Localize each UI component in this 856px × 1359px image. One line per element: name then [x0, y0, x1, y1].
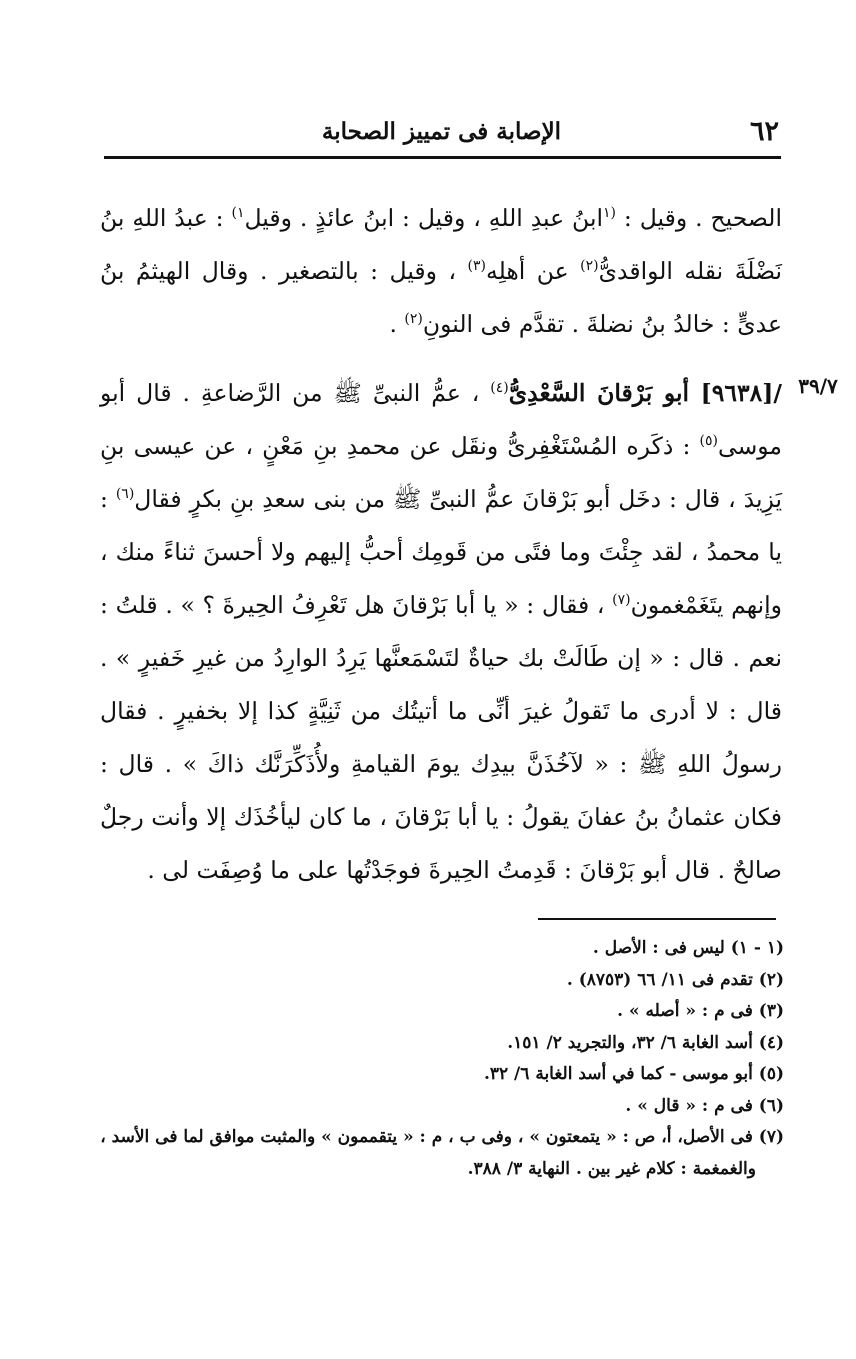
text-segment: : ذكَره المُسْتَغْفِرىُّ ونقَل عن محمدِ بنِ مَعْنٍ ، عن عيسى بنِ يَزِيدَ ، قال : دخَل أبو بَرْقانَ عمُّ النبىِّ ﷺ من بنى سعدِ بنِ بكرٍ فقال: [100, 432, 782, 513]
entry-heading: /[٩٦٣٨] أبو بَرْقانَ السَّعْدِىُّ: [508, 379, 782, 407]
text-segment: ابنُ عبدِ اللهِ ، وقيل : ابنُ عائذٍ . وقيل: [244, 204, 604, 232]
footnote-ref: (٢): [404, 311, 423, 328]
footnote-rule: [538, 918, 776, 920]
footnotes: [100, 933, 784, 1185]
running-title: الإصابة فى تمييز الصحابة: [321, 118, 562, 145]
footnote-ref: (٦): [115, 486, 135, 503]
footnote: (٣) فى م : « أصله » .: [617, 1001, 784, 1021]
entry-paragraph: [100, 367, 782, 897]
footnote: (٧) فى الأصل، أ، ص : « يتمعتون » ، وفى ب ، م : « يتقممون » والمثبت موافق لما فى الأسد ،: [100, 1127, 784, 1147]
text-segment: ، وقيل : بالتصغير . وقال الهيثمُ بنُ عدىٍّ : خالدُ بنُ نضلةَ . تقدَّم فى النونِ: [100, 257, 782, 338]
footnote-continuation: والغمغمة : كلام غير بين . النهاية ٣/ ٣٨٨.: [467, 1158, 756, 1179]
footnote-ref: (٧): [612, 592, 631, 609]
footnote-ref: ١): [231, 205, 245, 222]
text-segment: ، فقال : « يا أبا بَرْقانَ هل تَعْرِفُ الحِيرةَ ؟ » . قلتُ : نعم . قال : « إن طَالَتْ بك حياةٌ لتَسْمَعنَّها يَرِدُ الوارِدُ من غيرِ خَفيرٍ » . قال : لا أدرى ما تَقولُ غيرَ أنِّى ما أتيتُك من ثَنِيَّةٍ كذا إلا بخفيرٍ . فقال رسولُ اللهِ ﷺ : « لآخُذَنَّ بيدِك يومَ القيامةِ ولأُذَكِّرَنَّك ذاكَ » . قال : فكان عثمانُ بنُ عفانَ يقولُ : يا أبا بَرْقانَ ، ما كان ليأخُذَك إلا وأنت رجلٌ صالحٌ . قال أبو بَرْقانَ : قَدِمتُ الحِيرةَ فوجَدْتُها على ما وُصِفَت لى .: [100, 591, 782, 884]
page-header: [104, 112, 779, 156]
text-segment: ، عمُّ النبىِّ ﷺ من الرَّضاعةِ . قال أبو موسى: [100, 379, 782, 460]
footnote: (٢) تقدم فى ١١/ ٦٦ (٨٧٥٣) .: [566, 969, 784, 990]
paragraph-continuation: [100, 192, 782, 351]
footnote-ref: (٢): [580, 258, 599, 275]
text-segment: الصحيح . وقيل :: [616, 204, 782, 232]
footnote: (٦) فى م : « قال » .: [625, 1095, 784, 1116]
footnote: (٤) أسد الغابة ٦/ ٣٢، والتجريد ٢/ ١٥١.: [507, 1032, 784, 1053]
margin-reference: ٣٩/٧: [798, 374, 838, 398]
text-segment: : يا محمدُ ، لقد جِئْتَ وما فتًى من قَومِك أحبُّ إليهم ولا أحسنَ ثناءً منك ، وإنهم يتَغَمْغمون: [100, 485, 782, 619]
footnote-ref: (٤): [490, 380, 509, 397]
footnote-ref: (٣): [467, 258, 486, 275]
footnote: (١ - ١) ليس فى : الأصل .: [592, 938, 784, 958]
footnote-ref: (٥): [699, 433, 718, 450]
text-segment: : عبدُ اللهِ بنُ نَضْلَةَ نقله الواقدىُّ: [100, 204, 782, 285]
footnote-ref: (١: [603, 205, 617, 222]
page-number: ٦٢: [749, 116, 779, 147]
main-text: [100, 192, 782, 897]
text-segment: عن أهلِه: [486, 257, 581, 285]
footnote: (٥) أبو موسى - كما في أسد الغابة ٦/ ٣٢.: [483, 1064, 784, 1084]
header-rule: [104, 156, 781, 159]
text-segment: .: [389, 310, 405, 338]
